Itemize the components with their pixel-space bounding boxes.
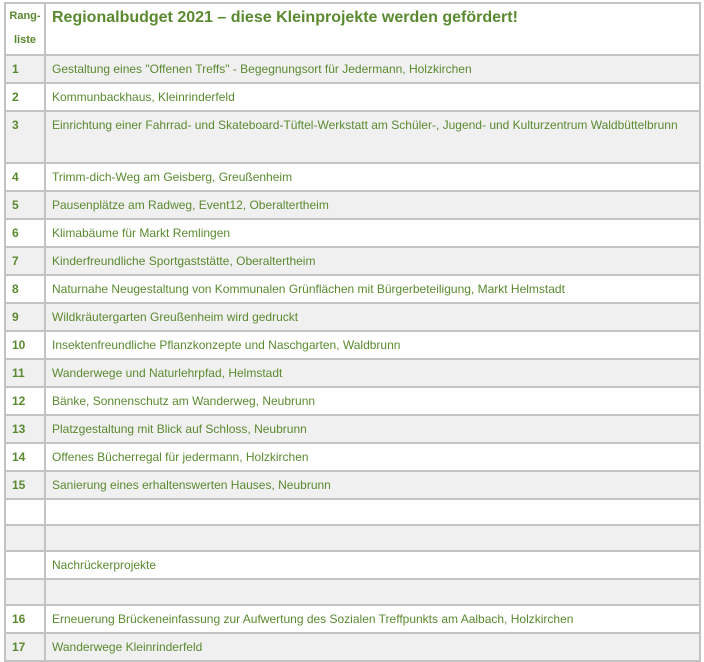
table-row [5, 247, 700, 275]
table-row [5, 633, 700, 661]
table-header-row [5, 3, 700, 55]
rank-cell: 3 [5, 111, 45, 163]
table-row [5, 415, 700, 443]
table-row [5, 471, 700, 499]
empty-cell [5, 551, 45, 579]
empty-row [5, 499, 700, 525]
table-row [5, 163, 700, 191]
page-title: Regionalbudget 2021 – diese Kleinprojekte werden gefördert! [45, 3, 700, 55]
table-row [5, 219, 700, 247]
table-row [5, 443, 700, 471]
table-row [5, 331, 700, 359]
project-cell: Wildkräutergarten Greußenheim wird gedruckt [45, 303, 700, 331]
table-row [5, 83, 700, 111]
table-row [5, 191, 700, 219]
rank-cell: 5 [5, 191, 45, 219]
empty-row [5, 525, 700, 551]
rank-column-header-line2: liste [13, 34, 36, 46]
rank-cell: 13 [5, 415, 45, 443]
table-row [5, 359, 700, 387]
rank-cell: 16 [5, 605, 45, 633]
project-cell: Klimabäume für Markt Remlingen [45, 219, 700, 247]
rank-cell: 2 [5, 83, 45, 111]
rank-cell: 14 [5, 443, 45, 471]
rank-cell: 1 [5, 55, 45, 83]
table-row [5, 303, 700, 331]
table-row [5, 387, 700, 415]
rank-cell: 15 [5, 471, 45, 499]
empty-cell [45, 525, 700, 551]
project-cell: Kinderfreundliche Sportgaststätte, Oberaltertheim [45, 247, 700, 275]
project-cell: Wanderwege und Naturlehrpfad, Helmstadt [45, 359, 700, 387]
project-cell: Offenes Bücherregal für jedermann, Holzkirchen [45, 443, 700, 471]
rank-column-header-line1: Rang- [9, 10, 41, 22]
rank-cell: 8 [5, 275, 45, 303]
project-cell: Gestaltung eines "Offenen Treffs" - Begegnungsort für Jedermann, Holzkirchen [45, 55, 700, 83]
empty-cell [45, 499, 700, 525]
rank-cell: 11 [5, 359, 45, 387]
project-cell: Naturnahe Neugestaltung von Kommunalen Grünflächen mit Bürgerbeteiligung, Markt Helmstadt [45, 275, 700, 303]
table-row [5, 275, 700, 303]
successor-section-label: Nachrückerprojekte [45, 551, 700, 579]
project-cell: Trimm-dich-Weg am Geisberg, Greußenheim [45, 163, 700, 191]
rank-cell: 4 [5, 163, 45, 191]
empty-cell [5, 525, 45, 551]
project-ranking-table [4, 2, 701, 662]
project-cell: Platzgestaltung mit Blick auf Schloss, Neubrunn [45, 415, 700, 443]
project-cell: Kommunbackhaus, Kleinrinderfeld [45, 83, 700, 111]
project-cell: Erneuerung Brückeneinfassung zur Aufwertung des Sozialen Treffpunkts am Aalbach, Holzkirchen [45, 605, 700, 633]
table-row [5, 111, 700, 163]
rank-cell: 6 [5, 219, 45, 247]
table-row [5, 55, 700, 83]
empty-row [5, 579, 700, 605]
project-cell: Bänke, Sonnenschutz am Wanderweg, Neubrunn [45, 387, 700, 415]
rank-column-header [5, 3, 45, 55]
empty-cell [5, 579, 45, 605]
project-cell: Insektenfreundliche Pflanzkonzepte und Naschgarten, Waldbrunn [45, 331, 700, 359]
empty-cell [5, 499, 45, 525]
project-cell: Wanderwege Kleinrinderfeld [45, 633, 700, 661]
empty-cell [45, 579, 700, 605]
rank-cell: 7 [5, 247, 45, 275]
project-cell: Einrichtung einer Fahrrad- und Skateboard-Tüftel-Werkstatt am Schüler-, Jugend- und Kulturzentrum Waldbüttelbrunn [45, 111, 700, 163]
rank-cell: 10 [5, 331, 45, 359]
project-cell: Sanierung eines erhaltenswerten Hauses, Neubrunn [45, 471, 700, 499]
successor-section-row [5, 551, 700, 579]
project-cell: Pausenplätze am Radweg, Event12, Oberaltertheim [45, 191, 700, 219]
rank-cell: 17 [5, 633, 45, 661]
rank-cell: 9 [5, 303, 45, 331]
rank-cell: 12 [5, 387, 45, 415]
